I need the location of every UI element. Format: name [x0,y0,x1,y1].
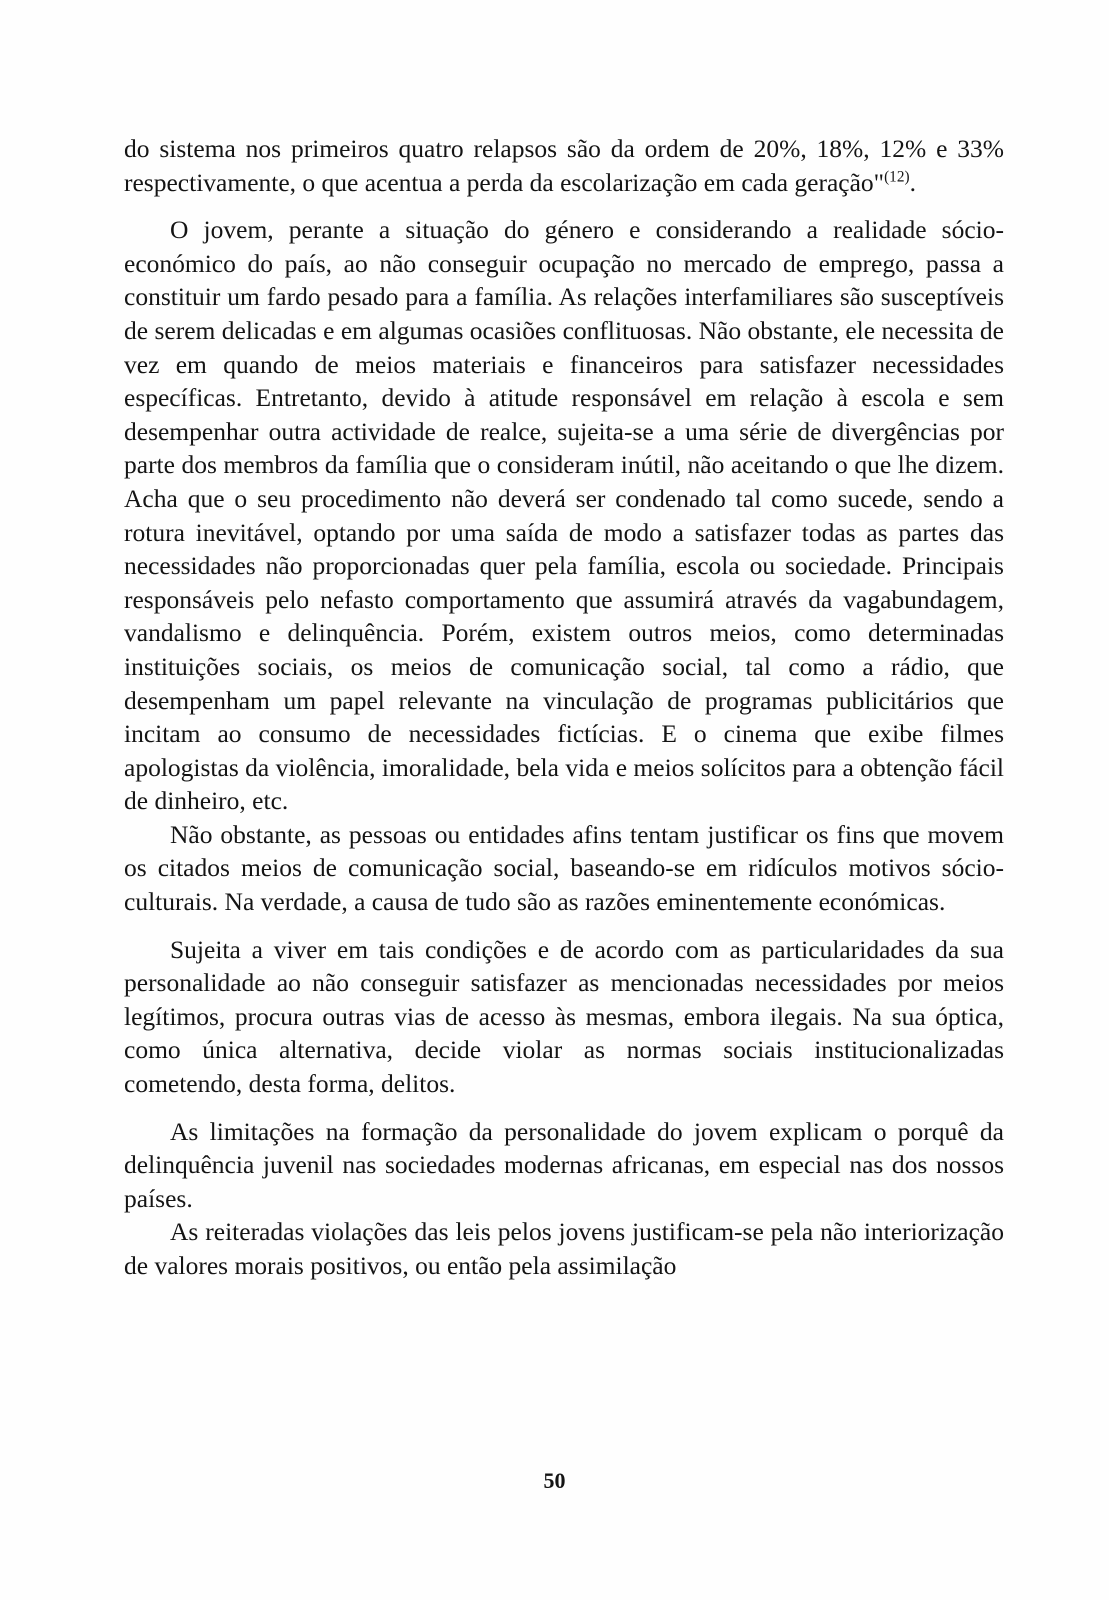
paragraph: O jovem, perante a situação do género e considerando a realidade sócio-económico do país, ao não conseguir ocupação no mercado de emprego, passa a constituir um fardo pesado para a família. As relações interfamiliares são susceptíveis de serem delicadas e em algumas ocasiões conflituosas. Não obstante, ele necessita de vez em quando de meios materiais e financeiros para satisfazer necessidades específicas. Entretanto, devido à atitude responsável em relação à escola e sem desempenhar outra actividade de realce, sujeita-se a uma série de divergências por parte dos membros da família que o consideram inútil, não aceitando o que lhe dizem. Acha que o seu procedimento não deverá ser condenado tal como sucede, sendo a rotura inevitável, optando por uma saída de modo a satisfazer todas as partes das necessidades não proporcionadas quer pela família, escola ou sociedade. Principais responsáveis pelo nefasto comportamento que assumirá através da vagabundagem, vandalismo e delinquência. Porém, existem outros meios, como determinadas instituições sociais, os meios de comunicação social, tal como a rádio, que desempenham um papel relevante na vinculação de programas publicitários que incitam ao consumo de necessidades fictícias. E o cinema que exibe filmes apologistas da violência, imoralidade, bela vida e meios solícitos para a obtenção fácil de dinheiro, etc. [124,215,1004,816]
paragraph: Não obstante, as pessoas ou entidades afins tentam justificar os fins que movem os citados meios de comunicação social, baseando-se em ridículos motivos sócio-culturais. Na verdade, a causa de tudo são as razões eminentemente económicas. [124,819,1004,917]
footnote-reference: (12) [884,168,910,186]
paragraph: As reiteradas violações das leis pelos jovens justificam-se pela não interiorização de valores morais positivos, ou então pela assimilação [124,1217,1004,1280]
page-number: 50 [543,1468,566,1493]
paragraph-continuation: do sistema nos primeiros quatro relapsos são da ordem de 20%, 18%, 12% e 33% respectivamente, o que acentua a perda da escolarização em cada geração"$^{(12)}$. [124,134,1004,197]
paragraph: Sujeita a viver em tais condições e de acordo com as particularidades da sua personalidade ao não conseguir satisfazer as mencionadas necessidades por meios legítimos, procura outras vias de acesso às mesmas, embora ilegais. Na sua óptica, como única alternativa, decide violar as normas sociais institucionalizadas cometendo, desta forma, delitos. [124,934,1004,1099]
body-text [124,132,1004,1283]
paragraph: As limitações na formação da personalidade do jovem explicam o porquê da delinquência juvenil nas sociedades modernas africanas, em especial nas dos nossos países. [124,1116,1004,1213]
